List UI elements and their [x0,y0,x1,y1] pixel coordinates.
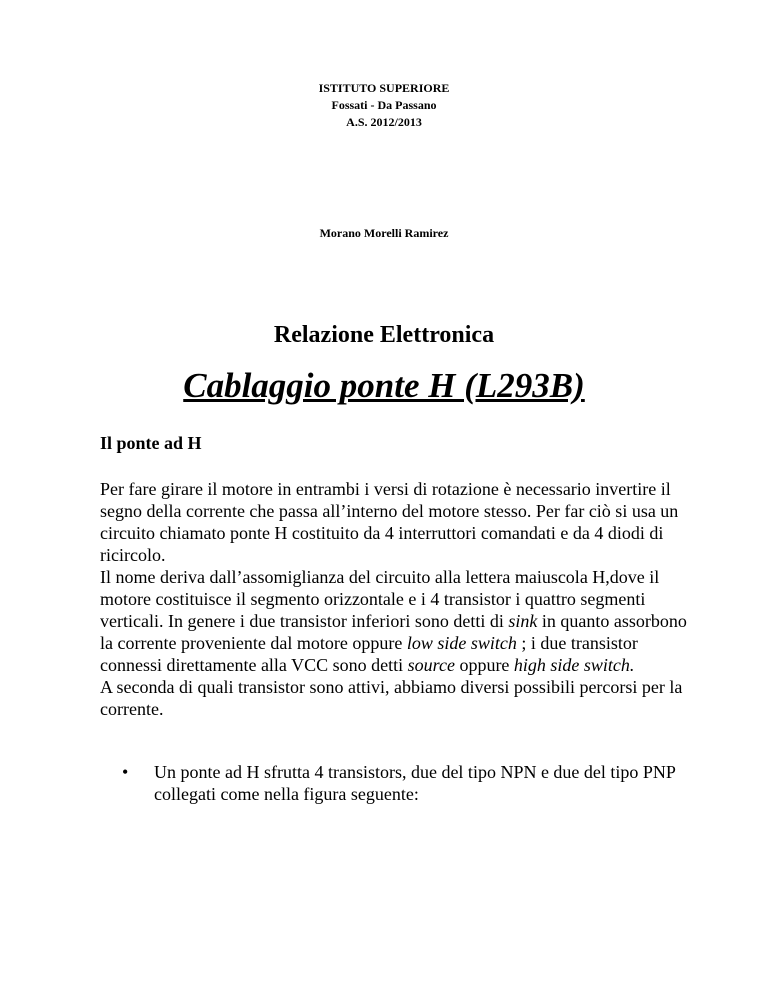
text-run: Il nome deriva dall’assomiglianza del circuito alla lettera maiuscola H,dove il motore costituisce il segmento orizzontale e i 4 transistor i quattro segmenti verticali. In genere i due transistor inferiori sono detti di [100,567,660,631]
document-header [0,80,768,131]
list-item [100,761,720,805]
paragraph-current-paths: A seconda di quali transistor sono attivi, abbiamo diversi possibili percorsi per la corrente. [100,677,683,719]
section-heading: Il ponte ad H [100,433,202,453]
institute-name: ISTITUTO SUPERIORE [318,81,450,95]
bullet-marker: • [122,762,129,782]
list-item-text: Un ponte ad H sfrutta 4 transistors, due del tipo NPN e due del tipo PNP collegati come nella figura seguente: [154,762,676,804]
section-body [100,478,700,720]
term-low-side-switch: low side switch [406,633,517,653]
authors-line: Morano Morelli Ramirez [319,226,449,240]
paragraph-intro: Per fare girare il motore in entrambi i versi di rotazione è necessario invertire il segno della corrente che passa all’interno del motore stesso. Per far ciò si usa un circuito chiamato ponte H costituito da 4 interruttori comandati e da 4 diodi di ricircolo. [100,479,679,565]
school-name: Fossati - Da Passano [331,98,437,112]
term-high-side-switch: high side switch. [513,655,635,675]
bullet-list [100,761,720,805]
school-year: A.S. 2012/2013 [346,115,422,129]
text-run: ; i due transistor connessi direttamente alla VCC sono detti [100,633,638,675]
term-source: source [407,655,455,675]
document-subtitle: Cablaggio ponte H (L293B) [183,366,585,405]
text-run: in quanto assorbono la corrente proveniente dal motore oppure [100,611,687,653]
text-run: oppure [454,655,514,675]
document-title: Relazione Elettronica [273,322,495,348]
paragraph-name-origin [100,566,700,676]
term-sink: sink [508,611,538,631]
